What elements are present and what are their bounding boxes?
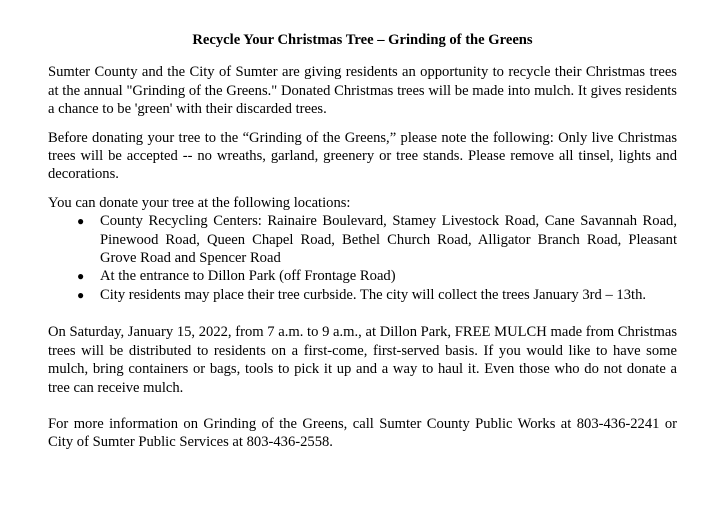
page-title: Recycle Your Christmas Tree – Grinding of the Greens	[192, 32, 533, 48]
location-text: City residents may place their tree curbside. The city will collect the trees January 3rd – 13th.	[100, 286, 647, 303]
bullet-icon: ●	[77, 287, 85, 302]
list-item	[77, 212, 677, 267]
contact-paragraph: For more information on Grinding of the Greens, call Sumter County Public Works at 803-436-2241 or City of Sumter Public Services at 803-436-2558.	[48, 415, 677, 451]
mulch-paragraph: On Saturday, January 15, 2022, from 7 a.m. to 9 a.m., at Dillon Park, FREE MULCH made from Christmas trees will be distributed to residents on a first-come, first-served basis. If you would like to have some mulch, bring containers or bags, tools to pick it up and a way to haul it. Even those who do not donate a tree can receive mulch.	[48, 324, 677, 396]
instructions-paragraph: Before donating your tree to the “Grinding of the Greens,” please note the following: Only live Christmas trees will be accepted -- no wreaths, garland, greenery or tree stands. Please remove all tinsel, lights and decorations.	[48, 129, 677, 183]
locations-heading: You can donate your tree at the following locations:	[48, 194, 351, 211]
location-text: At the entrance to Dillon Park (off Frontage Road)	[100, 268, 396, 285]
bullet-icon: ●	[77, 269, 85, 284]
locations-list	[48, 212, 677, 304]
intro-paragraph: Sumter County and the City of Sumter are giving residents an opportunity to recycle their Christmas trees at the annual "Grinding of the Greens." Donated Christmas trees will be made into mulch. It gives residents a chance to be 'green' with their discarded trees.	[48, 64, 677, 118]
bullet-icon: ●	[77, 214, 85, 229]
location-text: County Recycling Centers: Rainaire Boulevard, Stamey Livestock Road, Cane Savannah Road, Pinewood Road, Queen Chapel Road, Bethel Church Road, Alligator Branch Road, Pleasant Grove Road and Spencer Road	[100, 213, 677, 267]
list-item	[77, 267, 677, 285]
list-item	[77, 286, 677, 304]
